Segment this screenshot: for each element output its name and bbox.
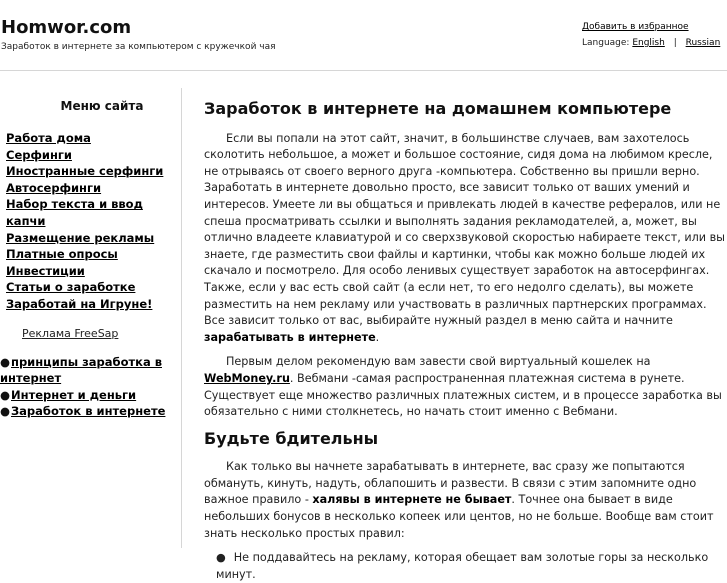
sidebar-item-surfing [6,147,180,164]
intro-bold: зарабатывать в интернете [204,330,376,344]
language-separator: | [673,38,677,48]
sidebar-link[interactable]: Набор текста и ввод капчи [6,197,143,228]
sidebar-item-advertising [6,230,180,247]
section-heading: Будьте бдительны [204,428,379,448]
add-to-favorites-link[interactable]: Добавить в избранное [582,22,689,32]
list-item-text: Не поддавайтесь на рекламу, которая обещает вам золотые горы за несколько минут. [216,551,709,581]
sidebar-link[interactable]: Автосерфинги [6,180,102,195]
sidebar-bullet-item [0,387,180,404]
webmoney-rest: . Вебмани -самая распространенная платежная система в рунете. Существует еще множество различных платежных систем, и в процессе заработка вы обязательно с ними столкнетесь, но начать стоит именно с Вебмани. [204,371,722,419]
sidebar-link[interactable]: Серфинги [6,147,72,162]
webmoney-link[interactable]: WebMoney.ru [204,371,290,385]
list-item [216,550,726,583]
bullet-icon: ● [0,387,11,402]
sidebar-bullet-link[interactable]: принципы заработка в интернет [0,354,162,386]
sidebar-item-typing-captcha [6,196,180,229]
webmoney-paragraph [204,354,726,420]
intro-paragraph [204,131,726,347]
sidebar-item-articles [6,279,180,296]
warning-bold: халявы в интернете не бывает [312,493,512,507]
sidebar-menu [0,130,180,313]
sidebar-item-igrun [6,296,180,313]
sidebar-bullet-list [0,354,180,420]
site-header [0,0,727,70]
intro-text: Если вы попали на этот сайт, значит, в большинстве случаев, вам захотелось сколотить небольшое, а может и большое состояние, сидя дома на любимом кресле, не отрываясь от своего верного друга -компьютера. Собственно вы пришли верно. Заработать в интернете довольно просто, все зависит только от ваших умений и интересов. Умеете ли вы общаться и привлекать людей в качестве рефералов, или не спеша просматривать ссылки и выполнять задания рекламодателей, а, может, вы отлично владеете клавиатурой и со сверхзвуковой скоростью набираете текст, или вы знаете, где разместить свои файлы и картинки, чтобы как можно больше людей их скачало и посмотрело. Для особо ленивых существует заработок на автосерфингах. Также, если у вас есть свой сайт (а если нет, то его недолго сделать), вы можете разместить на нем рекламу или участвовать в различных партнерских программах. Все зависит только от вас, выбирайте нужный раздел в меню сайта и начните [204,131,725,328]
sidebar [0,88,180,420]
intro-end: . [375,330,380,344]
rules-list [216,550,726,583]
sidebar-link[interactable]: Заработай на Игруне! [6,296,153,311]
sidebar-item-home-work [6,130,180,147]
sidebar-bullet-item [0,354,180,387]
site-tagline: Заработок в интернете за компьютером с кружечкой чая [1,42,276,52]
warning-paragraph [204,459,726,542]
sidebar-link[interactable]: Размещение рекламы [6,230,155,245]
sidebar-item-paid-surveys [6,246,180,263]
bullet-icon: ● [0,404,11,419]
header-divider [0,70,727,71]
webmoney-text: Первым делом рекомендую вам завести свой виртуальный кошелек на [226,355,651,369]
sidebar-divider [181,88,182,548]
site-title[interactable]: Homwor.com [1,17,132,38]
language-switcher [582,38,720,48]
sidebar-ad-link[interactable]: Реклама FreeSap [22,326,119,340]
bullet-icon: ● [216,551,226,565]
warning-rest: . Точнее она бывает в виде небольших бонусов в несколько копеек или центов, но не больше. Вообще вам стоит знать несколько простых правил: [204,493,714,540]
sidebar-link[interactable]: Инвестиции [6,263,85,278]
sidebar-item-investments [6,263,180,280]
sidebar-link[interactable]: Платные опросы [6,247,118,262]
sidebar-title: Меню сайта [60,99,144,113]
warning-text: Как только вы начнете зарабатывать в интернете, вас сразу же попытаются обмануть, кинуть, надуть, облапошить и развести. В связи с этим запомните одно важное правило - [204,460,697,507]
language-russian-link[interactable]: Russian [685,38,721,48]
page-title: Заработок в интернете на домашнем компьютере [204,99,672,118]
main-content [204,95,726,583]
sidebar-bullet-link[interactable]: Интернет и деньги [11,387,137,402]
sidebar-item-foreign-surfing [6,163,180,180]
bullet-icon: ● [0,354,11,369]
sidebar-item-autosurfing [6,180,180,197]
sidebar-bullet-link[interactable]: Заработок в интернете [11,404,166,419]
sidebar-bullet-item [0,403,180,420]
sidebar-link[interactable]: Иностранные серфинги [6,164,164,179]
sidebar-link[interactable]: Работа дома [6,131,91,145]
sidebar-link[interactable]: Статьи о заработке [6,280,136,295]
language-label: Language: [582,38,630,48]
language-english-link[interactable]: English [632,38,665,48]
